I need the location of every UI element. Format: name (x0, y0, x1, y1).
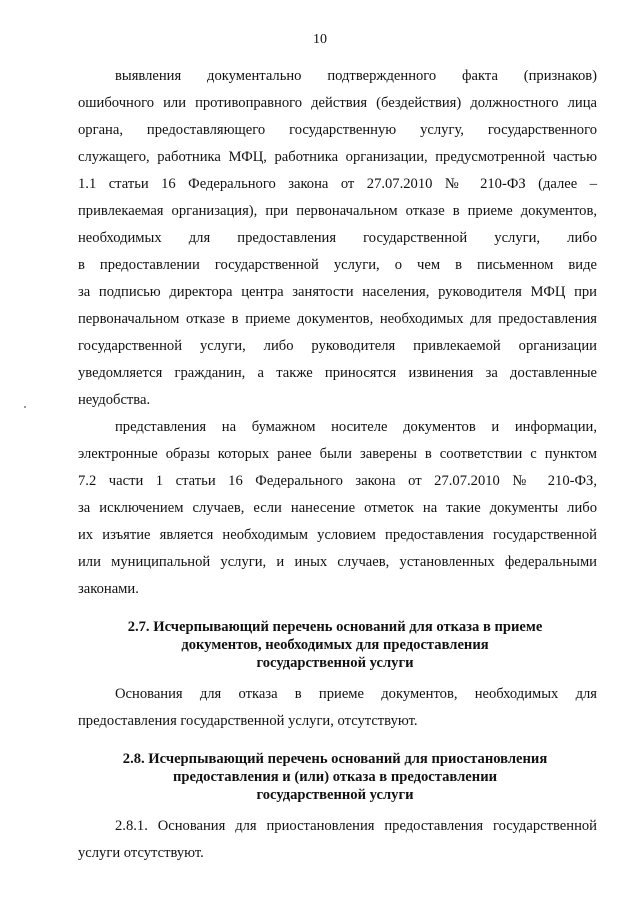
paragraph-2-line: их изъятие является необходимым условием предоставления государственной (78, 527, 597, 543)
section-2-7-heading: 2.7. Исчерпывающий перечень оснований для отказа в приеме (127, 619, 543, 635)
paragraph-2-line: представления на бумажном носителе документов и информации, (115, 419, 597, 435)
section-2-8-heading: 2.8. Исчерпывающий перечень оснований для приостановления (122, 751, 548, 767)
section-2-8-heading: государственной услуги (256, 787, 414, 803)
paragraph-1-line: уведомляется гражданин, а также приносятся извинения за доставленные (78, 365, 597, 381)
paragraph-1-line: государственной услуги, либо руководителя привлекаемой организации (78, 338, 597, 354)
paragraph-1-line: в предоставлении государственной услуги, о чем в письменном виде (78, 257, 597, 273)
paragraph-1-line: первоначальном отказе в приеме документов, необходимых для предоставления (78, 311, 597, 327)
paragraph-1-line: привлекаемая организация), при первоначальном отказе в приеме документов, (78, 203, 597, 219)
page-number: 10 (313, 32, 327, 47)
paragraph-1-line: ошибочного или противоправного действия (бездействия) должностного лица (78, 95, 597, 111)
section-2-7-heading: документов, необходимых для предоставления (181, 637, 489, 653)
paragraph-1-line: за подписью директора центра занятости населения, руководителя МФЦ при (78, 284, 597, 300)
paragraph-1-line: выявления документально подтвержденного факта (признаков) (115, 68, 597, 84)
paragraph-2-line: или муниципальной услуги, и иных случаев, установленных федеральными (78, 554, 597, 570)
paragraph-1-line: 1.1 статьи 16 Федерального закона от 27.07.2010 № 210-ФЗ (далее – (78, 176, 597, 192)
section-2-7-body-line: Основания для отказа в приеме документов, необходимых для (115, 686, 597, 702)
paragraph-2-line: за исключением случаев, если нанесение отметок на такие документы либо (78, 500, 597, 516)
paragraph-2-line: электронные образы которых ранее были заверены в соответствии с пунктом (78, 446, 597, 462)
section-2-7-heading: государственной услуги (256, 655, 414, 671)
section-2-8-body-line: 2.8.1. Основания для приостановления предоставления государственной (115, 818, 597, 834)
paragraph-2-line: законами. (78, 581, 139, 597)
paragraph-1-line: неудобства. (78, 392, 151, 408)
scan-speck (24, 406, 26, 408)
section-2-8-body-line: услуги отсутствуют. (78, 845, 204, 861)
paragraph-2-line: 7.2 части 1 статьи 16 Федерального закона от 27.07.2010 № 210-ФЗ, (78, 473, 597, 489)
paragraph-1-line: служащего, работника МФЦ, работника организации, предусмотренной частью (78, 149, 597, 165)
paragraph-1-line: органа, предоставляющего государственную услугу, государственного (78, 122, 597, 138)
section-2-7-body-line: предоставления государственной услуги, отсутствуют. (78, 713, 418, 729)
section-2-8-heading: предоставления и (или) отказа в предоставлении (172, 769, 498, 785)
paragraph-1-line: необходимых для предоставления государственной услуги, либо (78, 230, 597, 246)
